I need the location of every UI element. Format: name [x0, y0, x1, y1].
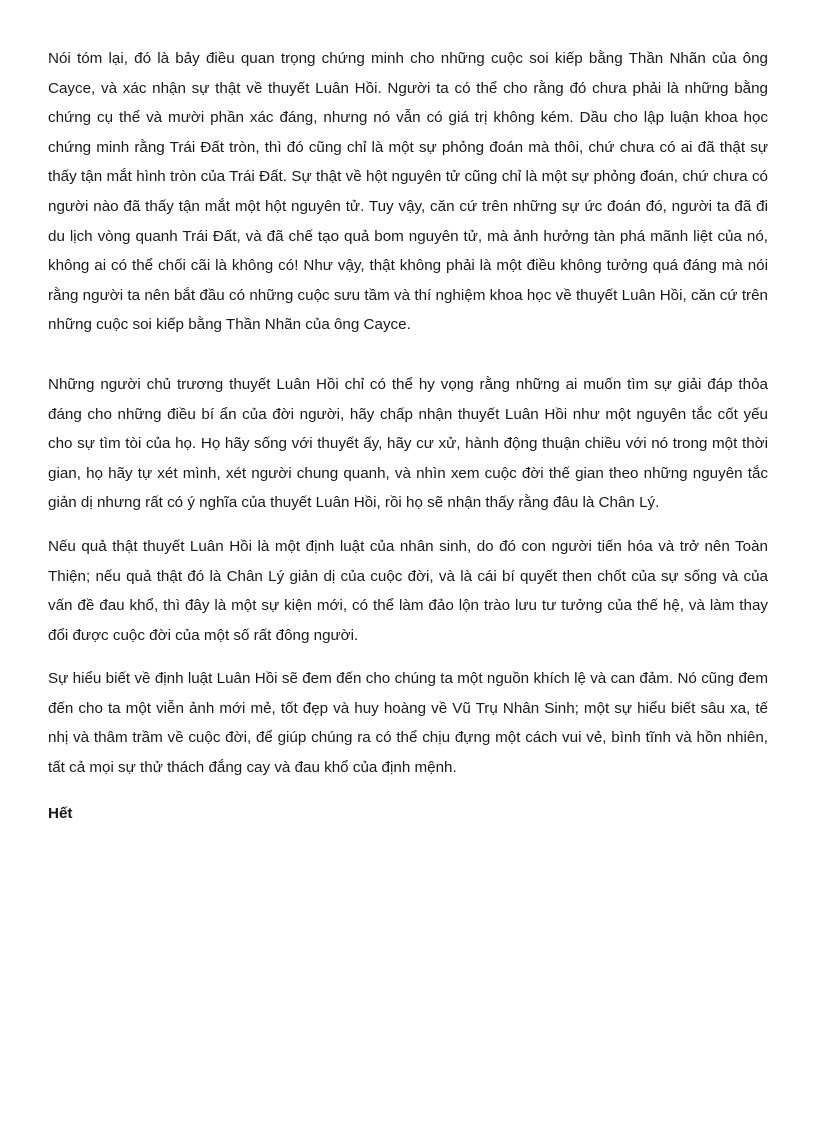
document-page: [48, 44, 768, 828]
paragraph-2: Những người chủ trương thuyết Luân Hồi chỉ có thể hy vọng rằng những ai muốn tìm sự giải đáp thỏa đáng cho những điều bí ẩn của đời người, hãy chấp nhận thuyết Luân Hồi như một nguyên tắc cốt yếu cho sự tìm tòi của họ. Họ hãy sống với thuyết ấy, hãy cư xử, hành động thuận chiều với nó trong một thời gian, họ hãy tự xét mình, xét người chung quanh, và nhìn xem cuộc đời thế gian theo những nguyên tắc giản dị nhưng rất có ý nghĩa của thuyết Luân Hồi, rồi họ sẽ nhận thấy rằng đâu là Chân Lý.: [48, 375, 768, 512]
end-label: Hết: [48, 804, 73, 822]
paragraph-4: Sự hiểu biết về định luật Luân Hồi sẽ đem đến cho chúng ta một nguồn khích lệ và can đảm. Nó cũng đem đến cho ta một viễn ảnh mới mẻ, tốt đẹp và huy hoàng về Vũ Trụ Nhân Sinh; một sự hiểu biết sâu xa, tế nhị và thâm trầm về cuộc đời, để giúp chúng ra có thể chịu đựng một cách vui vẻ, bình tĩnh và hồn nhiên, tất cả mọi sự thử thách đắng cay và đau khổ của định mệnh.: [48, 670, 768, 777]
paragraph-1: Nói tóm lại, đó là bảy điều quan trọng chứng minh cho những cuộc soi kiếp bằng Thần Nhãn của ông Cayce, và xác nhận sự thật về thuyết Luân Hồi. Người ta có thể cho rằng đó chưa phải là những bằng chứng cụ thể và mười phần xác đáng, nhưng nó vẫn có giá trị không kém. Dầu cho lập luận khoa học chứng minh rằng Trái Đất tròn, thì đó cũng chỉ là một sự phỏng đoán mà thôi, chứ chưa có ai đã thật sự thấy tận mắt hình tròn của Trái Đất. Sự thật về hột nguyên tử cũng chỉ là một sự phỏng đoán, chứ chưa có người nào đã thấy tận mắt một hột nguyên tử. Tuy vậy, căn cứ trên những sự ức đoán đó, người ta đã đi du lịch vòng quanh Trái Đất, và đã chế tạo quả bom nguyên tử, mà ảnh hưởng tàn phá mãnh liệt của nó, không ai có thể chối cãi là không có! Như vậy, thật không phải là một điều không tưởng quá đáng mà nói rằng người ta nên bắt đầu có những cuộc sưu tầm và thí nghiệm khoa học về thuyết Luân Hồi, căn cứ trên những cuộc soi kiếp bằng Thần Nhãn của ông Cayce.: [48, 50, 768, 334]
paragraph-3: Nếu quả thật thuyết Luân Hồi là một định luật của nhân sinh, do đó con người tiến hóa và trở nên Toàn Thiện; nếu quả thật đó là Chân Lý giản dị của cuộc đời, và là cái bí quyết then chốt của sự sống và của vấn đề đau khổ, thì đây là một sự kiện mới, có thể làm đảo lộn trào lưu tư tưởng của thế hệ, và làm thay đổi được cuộc đời của một số rất đông người.: [48, 537, 768, 644]
